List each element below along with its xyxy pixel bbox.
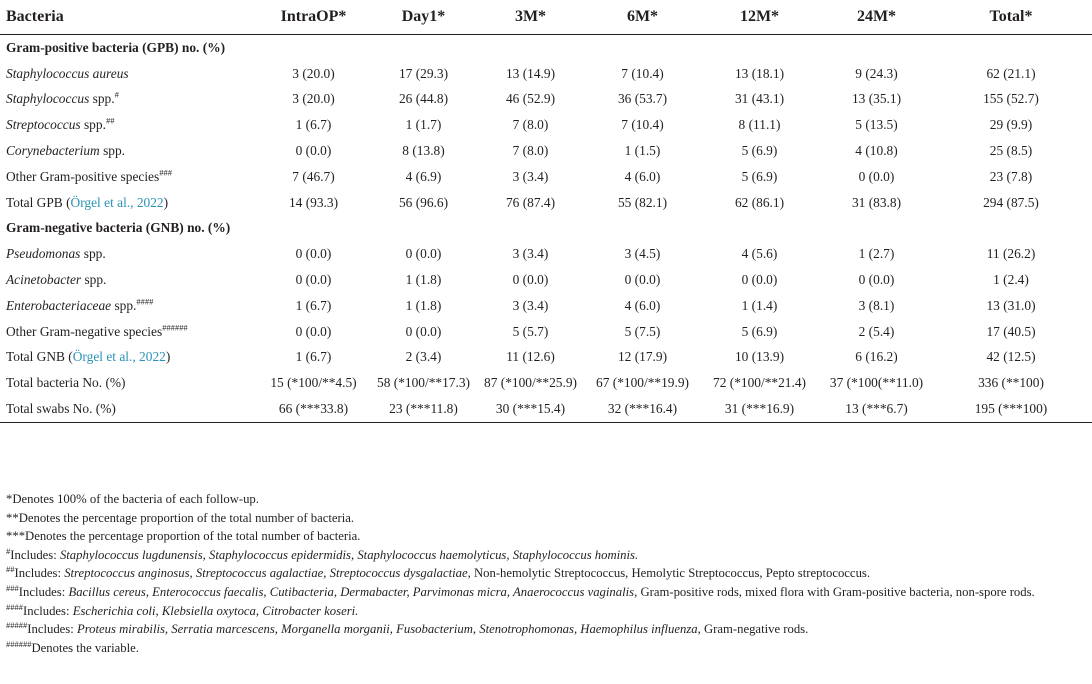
value-cell: 12 (17.9)	[617, 349, 668, 365]
header-row	[0, 0, 1092, 35]
value-cell: 3 (20.0)	[292, 91, 335, 107]
row-label-plain: spp.	[81, 272, 107, 288]
citation-link[interactable]: Örgel et al., 2022	[72, 349, 166, 365]
value-cell: 11 (26.2)	[986, 246, 1036, 262]
value-cell: 8 (11.1)	[738, 117, 781, 133]
value-cell: 6 (16.2)	[855, 349, 898, 365]
row-label	[0, 345, 262, 371]
table-row	[0, 241, 1092, 267]
row-label-close: )	[165, 349, 171, 365]
value-cell: 4 (10.8)	[855, 143, 898, 159]
row-label-plain: spp.	[80, 246, 106, 262]
value-cell: 36 (53.7)	[617, 91, 668, 107]
value-cell: 42 (12.5)	[986, 349, 1036, 365]
value-cell: 1 (6.7)	[295, 297, 332, 313]
table-row	[0, 319, 1092, 345]
value-cell: 46 (52.9)	[505, 91, 556, 107]
value-cell: 4 (6.9)	[405, 168, 442, 184]
footnotes	[6, 490, 1086, 657]
value-cell: 26 (44.8)	[398, 91, 449, 107]
col-header-total: Total*	[940, 0, 1092, 35]
row-label-italic: Enterobacteriaceae	[6, 297, 112, 313]
value-cell: 3 (3.4)	[512, 297, 549, 313]
row-label: Total swabs No. (%)	[0, 396, 262, 422]
value-cell: 4 (6.0)	[624, 168, 661, 184]
value-cell: 62 (86.1)	[734, 194, 785, 210]
value-cell: 7 (46.7)	[292, 168, 335, 184]
footnote-mark: ####	[136, 296, 154, 307]
footnote-mark: ##	[105, 115, 115, 126]
value-cell: 0 (0.0)	[405, 323, 442, 339]
value-cell: 17 (40.5)	[986, 323, 1036, 339]
value-cell: 0 (0.0)	[295, 272, 332, 288]
value-cell: 0 (0.0)	[295, 323, 332, 339]
row-label-close: )	[163, 194, 169, 210]
value-cell: 31 (43.1)	[734, 91, 785, 107]
total-gpb-row	[0, 190, 1092, 216]
section-row-gpb	[0, 35, 1092, 61]
value-cell: 294 (87.5)	[983, 194, 1039, 210]
row-label-italic: Corynebacterium	[6, 143, 100, 159]
row-label	[0, 319, 262, 345]
value-cell: 87 (*100/**25.9)	[484, 375, 577, 391]
value-cell: 13 (31.0)	[986, 297, 1036, 313]
value-cell: 3 (3.4)	[512, 168, 549, 184]
row-label-text: Total GPB (	[6, 194, 71, 210]
summary-row	[0, 396, 1092, 422]
value-cell: 31 (***16.9)	[706, 396, 823, 422]
value-cell: 336 (**100)	[978, 375, 1044, 391]
row-label-plain: spp.	[99, 143, 126, 159]
row-label-plain: spp.	[80, 117, 106, 133]
col-header-12m: 12M*	[706, 0, 823, 35]
row-label-text: Total GNB (	[6, 349, 73, 365]
row-label-italic: Acinetobacter	[6, 272, 82, 288]
value-cell: 13 (14.9)	[505, 65, 556, 81]
value-cell: 76 (87.4)	[505, 194, 556, 210]
footnote-7: ####Includes: Escherichia coli, Klebsiella oxytoca, Citrobacter koseri.	[6, 601, 359, 618]
value-cell: 1 (1.8)	[405, 297, 442, 313]
value-cell: 7 (10.4)	[621, 117, 664, 133]
value-cell: 0 (0.0)	[624, 272, 661, 288]
footnote-4: #Includes: Staphylococcus lugdunensis, Staphylococcus epidermidis, Staphylococcus haemolyticus, Staphylococcus hominis.	[6, 545, 639, 562]
col-header-24m: 24M*	[823, 0, 940, 35]
table-row	[0, 267, 1092, 293]
value-cell: 11 (12.6)	[506, 349, 555, 365]
section-label-gpb: Gram-positive bacteria (GPB) no. (%)	[6, 39, 226, 55]
value-cell: 23 (***11.8)	[375, 396, 482, 422]
value-cell: 195 (***100)	[940, 396, 1092, 422]
row-label-italic: Pseudomonas	[6, 246, 81, 262]
value-cell: 1 (1.8)	[405, 272, 442, 288]
row-label: Total bacteria No. (%)	[6, 375, 126, 391]
value-cell: 5 (6.9)	[741, 168, 778, 184]
value-cell: 0 (0.0)	[295, 246, 332, 262]
footnote-9: ######Denotes the variable.	[6, 638, 139, 655]
value-cell: 2 (5.4)	[858, 323, 895, 339]
value-cell: 62 (21.1)	[986, 65, 1036, 81]
value-cell: 15 (*100/**4.5)	[270, 375, 357, 391]
value-cell: 5 (6.9)	[741, 143, 778, 159]
col-header-day1: Day1*	[375, 0, 482, 35]
footnote-2: **Denotes the percentage proportion of the total number of bacteria.	[6, 510, 355, 525]
value-cell: 4 (5.6)	[741, 246, 778, 262]
summary-row	[0, 370, 1092, 396]
value-cell: 3 (4.5)	[624, 246, 661, 262]
row-label	[0, 190, 262, 216]
value-cell: 1 (1.7)	[405, 117, 442, 133]
value-cell: 7 (10.4)	[621, 65, 664, 81]
value-cell: 5 (5.7)	[512, 323, 549, 339]
value-cell: 1 (2.7)	[858, 246, 895, 262]
row-label-plain: spp.	[89, 91, 115, 107]
row-label	[0, 138, 262, 164]
value-cell: 10 (13.9)	[734, 349, 785, 365]
value-cell: 5 (7.5)	[624, 323, 661, 339]
row-label	[0, 112, 262, 138]
value-cell: 8 (13.8)	[402, 143, 445, 159]
table-body	[0, 35, 1092, 423]
value-cell: 2 (3.4)	[405, 349, 442, 365]
value-cell: 31 (83.8)	[851, 194, 902, 210]
row-label-italic: Staphylococcus	[6, 91, 90, 107]
total-gnb-row	[0, 345, 1092, 371]
value-cell: 13 (35.1)	[851, 91, 902, 107]
value-cell: 7 (8.0)	[512, 143, 549, 159]
section-row-gnb	[0, 216, 1092, 242]
footnote-mark: ######	[162, 322, 188, 333]
value-cell: 4 (6.0)	[624, 297, 661, 313]
row-label-italic: Streptococcus	[6, 117, 81, 133]
value-cell: 25 (8.5)	[989, 143, 1033, 159]
table-row	[0, 138, 1092, 164]
value-cell: 13 (***6.7)	[823, 396, 940, 422]
value-cell: 55 (82.1)	[617, 194, 668, 210]
col-header-6m: 6M*	[589, 0, 706, 35]
value-cell: 29 (9.9)	[989, 117, 1033, 133]
row-label	[0, 267, 262, 293]
col-header-bacteria: Bacteria	[0, 0, 262, 35]
value-cell: 1 (1.4)	[741, 297, 778, 313]
value-cell: 1 (6.7)	[295, 349, 332, 365]
value-cell: 13 (18.1)	[734, 65, 785, 81]
value-cell: 155 (52.7)	[983, 91, 1039, 107]
value-cell: 72 (*100/**21.4)	[713, 375, 806, 391]
table-row	[0, 112, 1092, 138]
value-cell: 0 (0.0)	[405, 246, 442, 262]
value-cell: 17 (29.3)	[398, 65, 449, 81]
row-label	[0, 293, 262, 319]
value-cell: 0 (0.0)	[512, 272, 549, 288]
table-row	[0, 61, 1092, 87]
footnote-5: ##Includes: Streptococcus anginosus, Streptococcus agalactiae, Streptococcus dysgalactiae, Non-hemolytic Streptococcus, Hemolytic Streptococcus, Pepto streptococcus.	[6, 564, 871, 581]
row-label	[0, 87, 262, 113]
row-label	[0, 61, 262, 87]
value-cell: 56 (96.6)	[398, 194, 449, 210]
footnote-8: #####Includes: Proteus mirabilis, Serratia marcescens, Morganella morganii, Fusobacterium, Stenotrophomonas, Haemophilus influenza, Gram-negative rods.	[6, 619, 809, 637]
table-row	[0, 87, 1092, 113]
col-header-3m: 3M*	[482, 0, 589, 35]
value-cell: 58 (*100/**17.3)	[377, 375, 470, 391]
row-label-italic: Staphylococcus aureus	[6, 65, 129, 81]
citation-link[interactable]: Örgel et al., 2022	[70, 194, 164, 210]
table-row	[0, 164, 1092, 190]
footnote-mark: #	[114, 90, 119, 101]
value-cell: 32 (***16.4)	[589, 396, 706, 422]
value-cell: 3 (8.1)	[858, 297, 895, 313]
table-row	[0, 293, 1092, 319]
section-label-gnb: Gram-negative bacteria (GNB) no. (%)	[6, 220, 231, 236]
footnote-3: ***Denotes the percentage proportion of the total number of bacteria.	[6, 529, 361, 544]
value-cell: 1 (6.7)	[295, 117, 332, 133]
value-cell: 0 (0.0)	[858, 168, 895, 184]
value-cell: 3 (3.4)	[512, 246, 549, 262]
value-cell: 37 (*100(**11.0)	[829, 375, 924, 391]
footnote-mark: ###	[159, 167, 172, 178]
footnote-6: ###Includes: Bacillus cereus, Enterococcus faecalis, Cutibacteria, Dermabacter, Parvimonas micra, Anaerococcus vaginalis, Gram-positive rods, mixed flora with Gram-positive bacteria, non-spore rods.	[6, 582, 1035, 599]
footnote-1: *Denotes 100% of the bacteria of each follow-up.	[6, 492, 259, 506]
value-cell: 3 (20.0)	[292, 65, 335, 81]
value-cell: 14 (93.3)	[288, 194, 339, 210]
row-label-plain: Other Gram-positive species	[6, 168, 160, 184]
row-label-plain: spp.	[111, 297, 137, 313]
value-cell: 0 (0.0)	[295, 143, 332, 159]
value-cell: 7 (8.0)	[512, 117, 549, 133]
value-cell: 5 (13.5)	[855, 117, 898, 133]
value-cell: 0 (0.0)	[858, 272, 895, 288]
value-cell: 67 (*100/**19.9)	[596, 375, 689, 391]
value-cell: 66 (***33.8)	[262, 396, 375, 422]
col-header-intraop: IntraOP*	[262, 0, 375, 35]
value-cell: 9 (24.3)	[855, 65, 898, 81]
value-cell: 23 (7.8)	[989, 168, 1033, 184]
value-cell: 1 (1.5)	[624, 143, 661, 159]
row-label-plain: Other Gram-negative species	[6, 323, 163, 339]
value-cell: 1 (2.4)	[993, 272, 1029, 288]
row-label	[0, 241, 262, 267]
value-cell: 30 (***15.4)	[482, 396, 589, 422]
value-cell: 0 (0.0)	[741, 272, 778, 288]
value-cell: 5 (6.9)	[741, 323, 778, 339]
row-label	[0, 164, 262, 190]
